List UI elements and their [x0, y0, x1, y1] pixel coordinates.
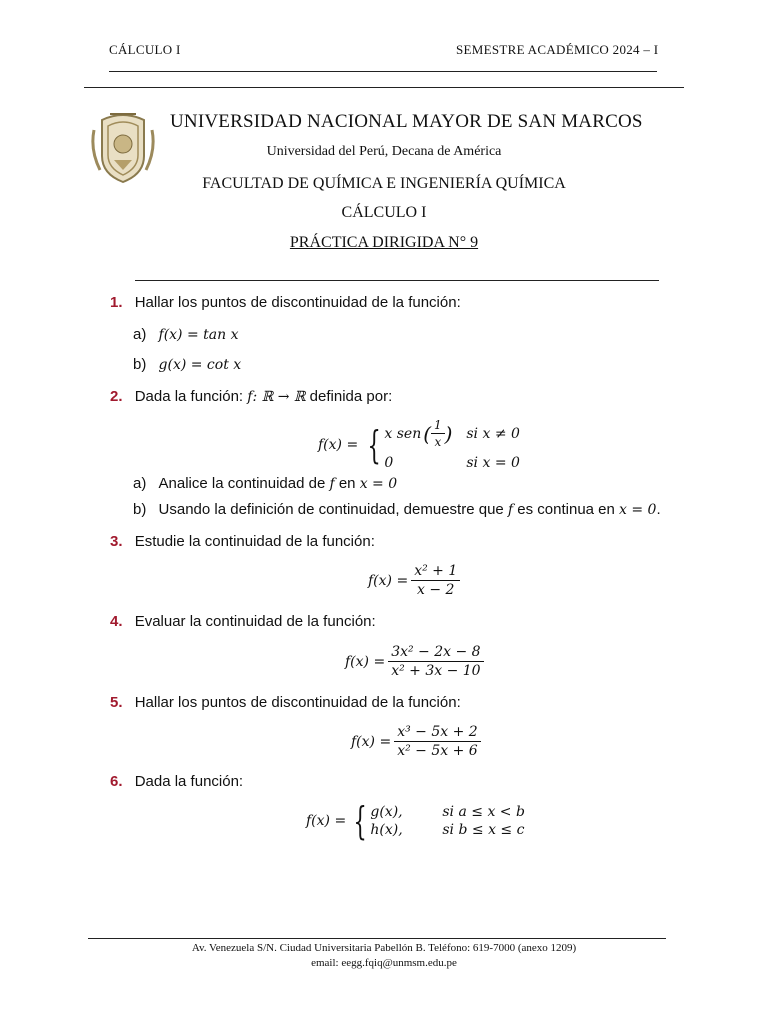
university-subtitle: Universidad del Perú, Decana de América [266, 144, 502, 159]
problem-5: 5. Hallar los puntos de discontinuidad de la función: [110, 694, 461, 711]
problem-number: 6. [110, 773, 123, 790]
problem-number: 2. [110, 388, 123, 405]
problem-6: 6. Dada la función: [110, 773, 244, 790]
problem-number: 5. [110, 694, 123, 711]
header-rule-outer [84, 87, 684, 88]
problem-3: 3. Estudie la continuidad de la función: [110, 533, 375, 550]
footer-email: email: eegg.fqiq@unmsm.edu.pe [311, 957, 457, 969]
problem-4: 4. Evaluar la continuidad de la función: [110, 613, 376, 630]
header-course: CÁLCULO I [109, 42, 181, 57]
problem-6-piecewise: f(x) = { g(x), si a ≤ x < b h(x), si b ≤ x ≤ c [306, 799, 525, 843]
problem-number: 1. [110, 294, 123, 311]
problem-2: 2. Dada la función: f: ℝ → ℝ definida por: [110, 388, 393, 405]
problem-4-equation: f(x) = $\frac{\text{3x² − 2x − 8}}{\text{x² + 3x − 10}}$ [345, 644, 487, 679]
problem-5-equation: f(x) = $\frac{\text{x³ − 5x + 2}}{\text{x² − 5x + 6}}$ [351, 724, 484, 759]
course-title: CÁLCULO I [341, 204, 427, 221]
header-rule-inner [109, 71, 657, 72]
practice-title: PRÁCTICA DIRIGIDA N° 9 [289, 234, 479, 251]
problem-1-item-b: b) g(x) = cot x [133, 356, 242, 373]
problem-2-piecewise: f(x) = { x sen ( $\frac{1}{x}$ ) si x ≠ 0 0 si x = 0 [318, 418, 520, 471]
problem-2-item-b: b) Usando la definición de continuidad, demuestre que f es continua en x = 0. [133, 501, 661, 518]
title-rule [135, 280, 659, 281]
problem-3-equation: f(x) = $\frac{\text{x² + 1}}{x - 2}$ [368, 563, 463, 598]
footer-rule [88, 938, 666, 939]
problem-text: Hallar los puntos de discontinuidad de la función: [134, 294, 461, 311]
problem-number: 3. [110, 533, 123, 550]
header-semester: SEMESTRE ACADÉMICO 2024 – I [456, 42, 659, 57]
faculty-name: FACULTAD DE QUÍMICA E INGENIERÍA QUÍMICA [202, 175, 566, 192]
problem-1-item-a: a) f(x) = tan x [133, 326, 239, 343]
problem-number: 4. [110, 613, 123, 630]
problem-2-item-a: a) Analice la continuidad de f en x = 0 [133, 475, 398, 492]
problem-1 [110, 294, 461, 311]
university-name: UNIVERSIDAD NACIONAL MAYOR DE SAN MARCOS [170, 111, 643, 132]
footer-address: Av. Venezuela S/N. Ciudad Universitaria Pabellón B. Teléfono: 619-7000 (anexo 1209) [191, 942, 577, 954]
